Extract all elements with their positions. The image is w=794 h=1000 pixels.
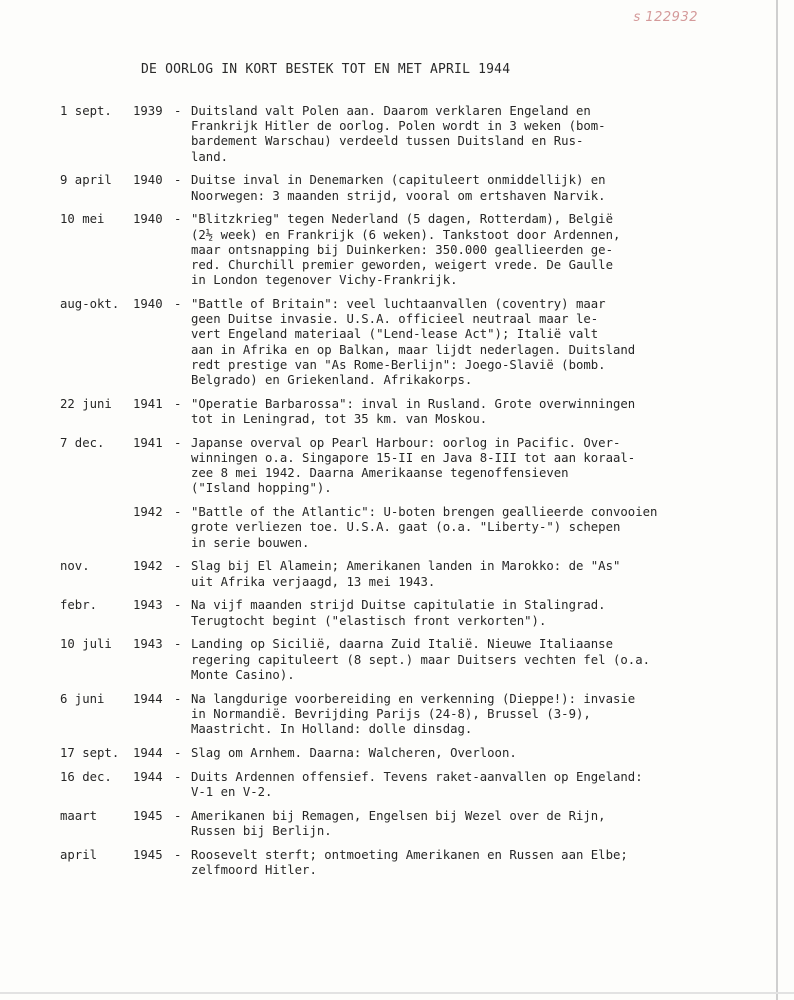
entry-dash: - — [174, 745, 182, 760]
entry-text: "Blitzkrieg" tegen Nederland (5 dagen, Rotterdam), België (2½ week) en Frankrijk (6 weken). Tankstoot door Ardennen, maar ontsnapping bij Duinkerken: 350.000 geallieerden ge- red. Churchill premier geworden, weigert vrede. De Gaulle in London tegenover Vichy-Frankrijk. — [191, 212, 621, 288]
entry-year: 1941 — [133, 435, 163, 450]
entry-text: "Battle of Britain": veel luchtaanvallen (coventry) maar geen Duitse invasie. U.S.A. officieel neutraal maar le- vert Engeland materiaal ("Lend-lease Act"); Italië valt aan in Afrika en op Balkan, maar lijdt nederlagen. Duitsland redt prestige van "As Rome-Berlijn": Joego-Slavië (bomb. Belgrado) en Griekenland. Afrikakorps. — [191, 297, 636, 388]
entry-text: Amerikanen bij Remagen, Engelsen bij Wezel over de Rijn, Russen bij Berlijn. — [191, 808, 606, 838]
entry-text: Roosevelt sterft; ontmoeting Amerikanen en Russen aan Elbe; zelfmoord Hitler. — [191, 847, 628, 877]
timeline-entry — [0, 173, 794, 203]
entry-dash: - — [174, 691, 182, 706]
entry-year: 1944 — [133, 769, 163, 784]
entry-dash: - — [174, 505, 182, 520]
entry-text: Duitse inval in Denemarken (capituleert onmiddellijk) en Noorwegen: 3 maanden strijd, vooral om ertshaven Narvik. — [191, 173, 606, 203]
entry-year: 1944 — [133, 745, 163, 760]
timeline-entry — [0, 809, 794, 839]
entry-text: Duits Ardennen offensief. Tevens raket-aanvallen op Engeland: V-1 en V-2. — [191, 769, 643, 799]
timeline-entry — [0, 104, 794, 165]
timeline-entry — [0, 559, 794, 589]
timeline — [0, 104, 794, 887]
entry-text: Na langdurige voorbereiding en verkenning (Dieppe!): invasie in Normandië. Bevrijding Parijs (24-8), Brussel (3-9), Maastricht. In Holland: dolle dinsdag. — [191, 691, 636, 737]
entry-year: 1939 — [133, 104, 163, 118]
entry-date: 7 dec. — [60, 435, 105, 450]
timeline-entry — [0, 692, 794, 738]
timeline-entry — [0, 397, 794, 427]
entry-year: 1941 — [133, 396, 163, 411]
entry-text: "Battle of the Atlantic": U-boten brengen geallieerde convooien grote verliezen toe. U.S.A. gaat (o.a. "Liberty-") schepen in serie bouwen. — [191, 505, 658, 550]
entry-dash: - — [174, 598, 182, 613]
timeline-entry — [0, 297, 794, 388]
entry-date: 6 juni — [60, 691, 105, 706]
timeline-entry — [0, 848, 794, 878]
entry-date: 22 juni — [60, 396, 112, 411]
entry-date: 10 juli — [60, 637, 112, 652]
entry-dash: - — [174, 847, 182, 862]
timeline-entry — [0, 212, 794, 288]
entry-text: Na vijf maanden strijd Duitse capitulatie in Stalingrad. Terugtocht begint ("elastisch front verkorten"). — [191, 598, 606, 628]
reference-code: s 122932 — [633, 10, 698, 25]
entry-dash: - — [174, 808, 182, 823]
entry-dash: - — [174, 435, 182, 450]
entry-year: 1942 — [133, 559, 163, 574]
entry-text: Slag bij El Alamein; Amerikanen landen in Marokko: de "As" uit Afrika verjaagd, 13 mei 1943. — [191, 559, 621, 589]
entry-year: 1945 — [133, 808, 163, 823]
timeline-entry — [0, 637, 794, 683]
entry-text: Landing op Sicilië, daarna Zuid Italië. Nieuwe Italiaanse regering capituleert (8 sept.) maar Duitsers vechten fel (o.a. Monte Casino). — [191, 637, 651, 682]
entry-date: april — [60, 847, 98, 862]
entry-dash: - — [174, 297, 182, 312]
entry-text: Duitsland valt Polen aan. Daarom verklaren Engeland en Frankrijk Hitler de oorlog. Polen wordt in 3 weken (bom- bardement Warschau) verdeeld tussen Duitsland en Rus- land. — [191, 104, 606, 164]
entry-year: 1940 — [133, 297, 163, 312]
entry-text: "Operatie Barbarossa": inval in Rusland. Grote overwinningen tot in Leningrad, tot 35 km. van Moskou. — [191, 396, 636, 427]
page-title: DE OORLOG IN KORT BESTEK TOT EN MET APRIL 1944 — [141, 62, 511, 77]
entry-date: febr. — [60, 598, 98, 613]
timeline-entry — [0, 436, 794, 497]
entry-year: 1940 — [133, 173, 163, 188]
entry-date: maart — [60, 808, 98, 823]
entry-date: nov. — [60, 559, 90, 574]
entry-year: 1942 — [133, 505, 163, 520]
page-edge-bottom — [0, 992, 794, 994]
timeline-entry — [0, 746, 794, 761]
entry-date: 16 dec. — [60, 769, 112, 784]
entry-dash: - — [174, 212, 182, 227]
entry-dash: - — [174, 396, 182, 411]
entry-year: 1944 — [133, 691, 163, 706]
entry-date: 17 sept. — [60, 745, 120, 760]
entry-dash: - — [174, 173, 182, 188]
entry-date: 1 sept. — [60, 104, 112, 118]
entry-dash: - — [174, 559, 182, 574]
entry-dash: - — [174, 769, 182, 784]
entry-year: 1940 — [133, 212, 163, 227]
entry-year: 1943 — [133, 598, 163, 613]
entry-text: Slag om Arnhem. Daarna: Walcheren, Overloon. — [191, 745, 517, 760]
timeline-entry — [0, 770, 794, 800]
entry-dash: - — [174, 637, 182, 652]
entry-date: 10 mei — [60, 212, 105, 227]
entry-date: aug-okt. — [60, 297, 120, 312]
timeline-entry — [0, 505, 794, 551]
timeline-entry — [0, 598, 794, 628]
entry-year: 1945 — [133, 847, 163, 862]
entry-date: 9 april — [60, 173, 112, 188]
entry-year: 1943 — [133, 637, 163, 652]
entry-text: Japanse overval op Pearl Harbour: oorlog in Pacific. Over- winningen o.a. Singapore 15-II en Java 8-III tot aan koraal- zee 8 mei 1942. Daarna Amerikaanse tegenoffensieven ("Island hopping"). — [191, 435, 636, 496]
entry-dash: - — [174, 104, 182, 118]
